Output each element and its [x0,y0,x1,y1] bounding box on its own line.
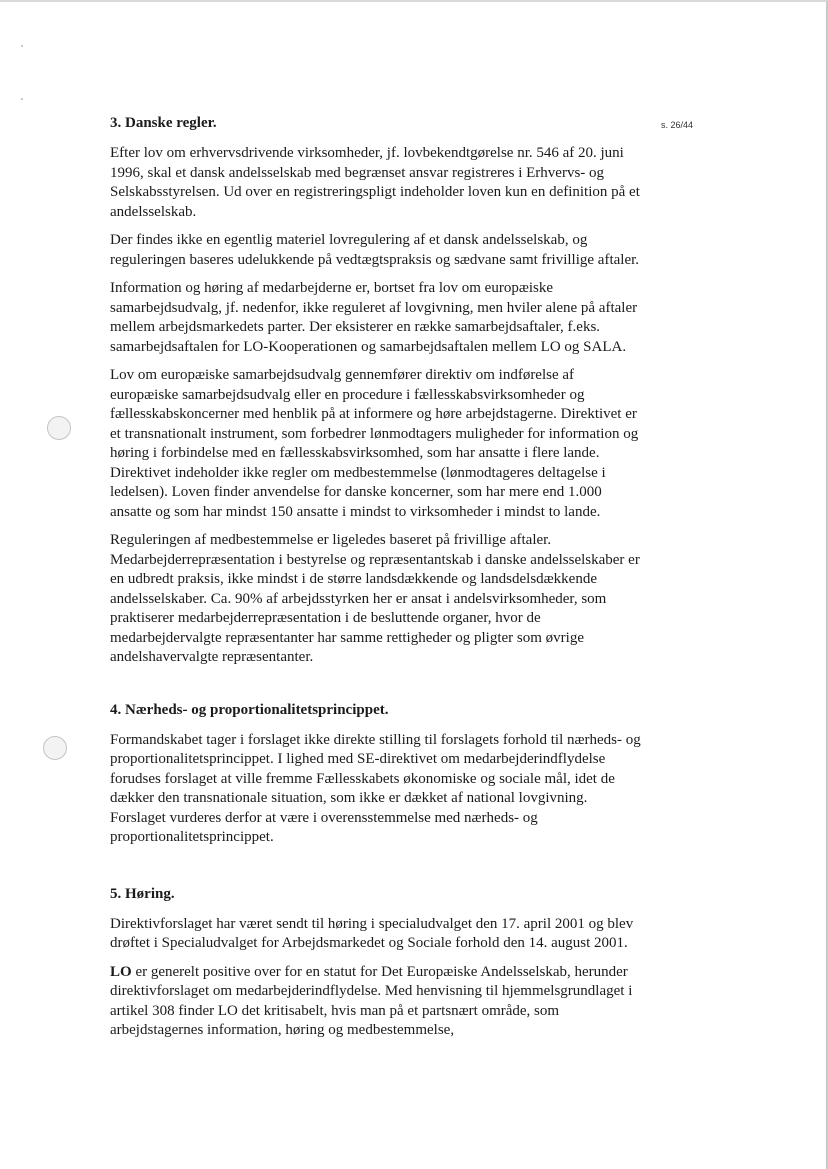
paragraph: Efter lov om erhvervsdrivende virksomheder, jf. lovbekendtgørelse nr. 546 af 20. juni 1996, skal et dansk andelsselskab med begrænset ansvar registreres i Erhvervs- og Selskabsstyrelsen. Ud over en registreringspligt indeholder loven kun en definition på et andelsselskab. [110,145,640,220]
lead-organization: LO [110,963,132,980]
paragraph: Lov om europæiske samarbejdsudvalg gennemfører direktiv om indførelse af europæiske samarbejdsudvalg eller en procedure i fællesskabsvirksomheder og fællesskabskoncerner med henblik på at informere og høre arbejdstagerne. Direktivet er et transnationalt instrument, som forbedrer lønmodtagers muligheder for information og høring i forbindelse med en fællesskabsvirksomhed, som har ansatte i flere lande. Direktivet indeholder ikke regler om medbestemmelse (lønmodtageres deltagelse i ledelsen). Loven finder anvendelse for danske koncerner, som har mere end 1.000 ansatte og som har mindst 150 ansatte i mindst to virksomheder i mindst to lande. [110,367,639,520]
document-body [110,113,642,1050]
paragraph: Der findes ikke en egentlig materiel lovregulering af et dansk andelsselskab, og reguleringen baseres udelukkende på vedtægtspraksis og sædvane samt frivillige aftaler. [110,232,640,268]
punch-hole [43,736,67,760]
paragraph-lo [110,963,642,1041]
section-naerhed-proportionalitet [110,700,642,848]
paragraph-text: er generelt positive over for en statut for Det Europæiske Andelsselskab, herunder direktivforslaget om medarbejderindflydelse. Med henvisning til hjemmelsgrundlaget i artikel 308 finder LO det kritisabelt, hvis man på et partsnært område, som arbejdstagernes information, høring og medbestemmelse, [110,963,633,1038]
page-number: s. 26/44 [661,120,694,130]
paragraph: Formandskabet tager i forslaget ikke direkte stilling til forslagets forhold til nærheds- og proportionalitetsprincippet. I lighed med SE-direktivet om medarbejderindflydelse forudses forslaget at ville fremme Fællesskabets økonomiske og sociale mål, idet de dækker den transnationale situation, som ikke er dækket af national lovgivning. Forslaget vurderes derfor at være i overensstemmelse med nærheds- og proportionalitetsprincippet. [110,731,641,845]
section-danske-regler [110,113,642,668]
paragraph: Direktivforslaget har været sendt til høring i specialudvalget den 17. april 2001 og blev drøftet i Specialudvalget for Arbejdsmarkedet og Sociale forhold den 14. august 2001. [110,915,634,951]
paragraph: Information og høring af medarbejderne er, bortset fra lov om europæiske samarbejdsudvalg, jf. nedenfor, ikke reguleret af lovgivning, men hviler alene på aftaler mellem arbejdsmarkedets parter. Der eksisterer en række samarbejdsaftaler, f.eks. samarbejdsaftalen for LO-Kooperationen og samarbejdsaftalen mellem LO og SALA. [110,280,638,355]
paragraph: Reguleringen af medbestemmelse er ligeledes baseret på frivillige aftaler. Medarbejderrepræsentation i bestyrelse og repræsentantskab i danske andelsselskaber er en udbredt praksis, ikke mindst i de større landsdækkende og landsdelsdækkende andelsselskaber. Ca. 90% af arbejdsstyrken her er ansat i andelsvirksomheder, som praktiserer medarbejderrepræsentation i de besluttende organer, hvor de medarbejdervalgte repræsentanter har samme rettigheder og pligter som øvrige andelshavervalgte repræsentanter. [110,532,640,665]
punch-hole [47,416,71,440]
section-heading: 4. Nærheds- og proportionalitetsprincippet. [110,701,389,718]
section-heading: 3. Danske regler. [110,115,217,131]
section-heading: 5. Høring. [110,885,175,902]
section-hoering [110,884,642,1041]
scan-speck [21,98,23,100]
scan-speck [21,45,23,47]
